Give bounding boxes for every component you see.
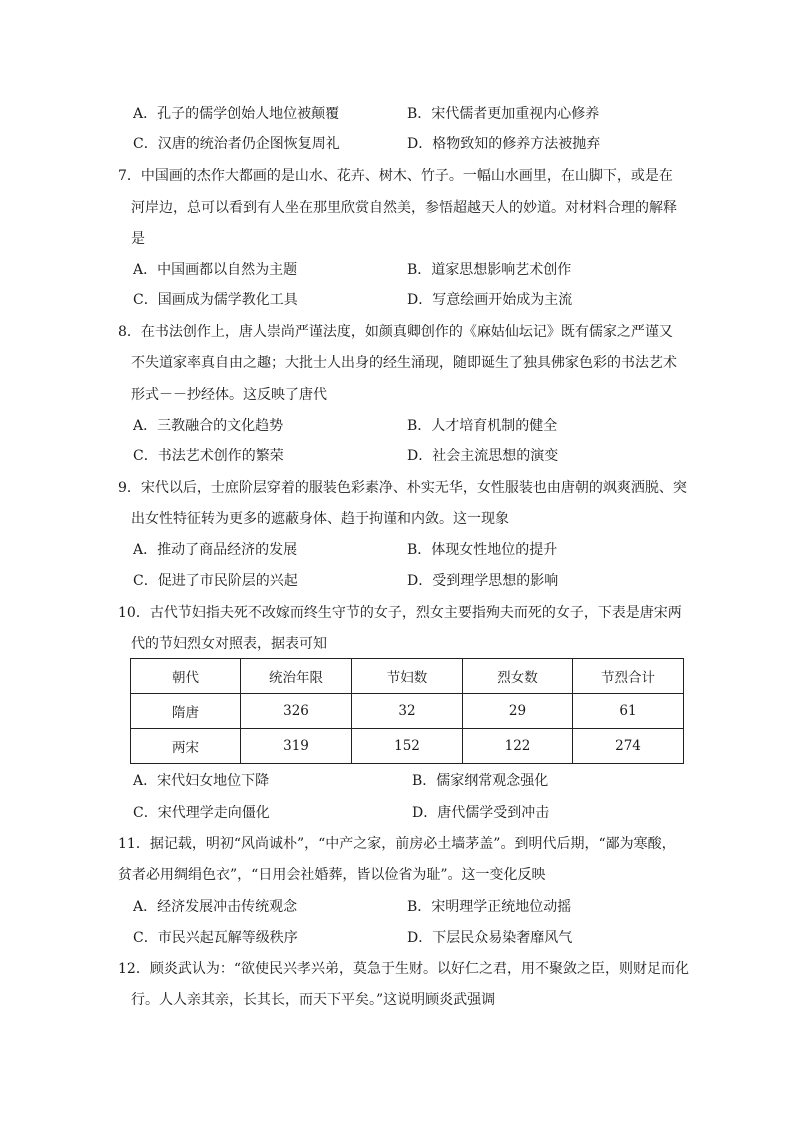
q8-option-d: D．社会主流思想的演变: [407, 448, 559, 464]
q8-option-c: C．书法艺术创作的繁荣: [133, 448, 284, 464]
q7-option-b: B．道家思想影响艺术创作: [407, 262, 572, 278]
q9-option-c: C．促进了市民阶层的兴起: [133, 573, 298, 589]
q8-option-b: B．人才培育机制的健全: [407, 418, 558, 434]
q10-option-a: A．宋代妇女地位下降: [133, 773, 270, 789]
table-cell: 152: [352, 729, 463, 764]
table-cell: 122: [463, 729, 573, 764]
q10-option-d: D．唐代儒学受到冲击: [412, 805, 550, 821]
q8-stem-line-1: 8．在书法创作上，唐人崇尚严谨法度，如颜真卿创作的《麻姑仙坛记》既有儒家之严谨又: [118, 324, 673, 340]
table-cell: 319: [241, 729, 352, 764]
q6-option-a: A．孔子的儒学创始人地位被颠覆: [133, 106, 340, 122]
table-header-cell: 朝代: [131, 659, 241, 694]
table-cell: 隋唐: [131, 694, 241, 729]
table-cell: 274: [573, 729, 684, 764]
q12-stem-line-1: 12．顾炎武认为：“欲使民兴孝兴弟，莫急于生财。以好仁之君，用不聚敛之臣，则财足而化: [118, 961, 689, 977]
q7-stem-line-3: 是: [131, 231, 145, 247]
q9-option-b: B．体现女性地位的提升: [407, 542, 558, 558]
q9-option-d: D．受到理学思想的影响: [407, 573, 559, 589]
dynasty-comparison-table: [130, 658, 684, 764]
table-header-cell: 烈女数: [463, 659, 573, 694]
table-header-cell: 节妇数: [352, 659, 463, 694]
table-header-cell: 统治年限: [241, 659, 352, 694]
q9-stem-line-2: 出女性特征转为更多的遮蔽身体、趋于拘谨和内敛。这一现象: [131, 511, 509, 527]
q8-stem-line-3: 形式－－抄经体。这反映了唐代: [131, 387, 327, 403]
q7-option-d: D．写意绘画开始成为主流: [407, 292, 573, 308]
q10-option-b: B．儒家纲常观念强化: [412, 773, 549, 789]
table-cell: 32: [352, 694, 463, 729]
table-row: [131, 694, 684, 729]
q6-option-d: D．格物致知的修养方法被抛弃: [407, 136, 601, 152]
q11-option-c: C．市民兴起瓦解等级秩序: [133, 930, 298, 946]
q8-option-a: A．三教融合的文化趋势: [133, 418, 284, 434]
q11-option-a: A．经济发展冲击传统观念: [133, 899, 298, 915]
q8-stem-line-2: 不失道家率真自由之趣；大批士人出身的经生涌现，随即诞生了独具佛家色彩的书法艺术: [131, 355, 677, 371]
q11-stem-line-1: 11．据记载，明初“风尚诚朴”，“中产之家，前房必土墙茅盖”。到明代后期，“鄙为寒酸，: [118, 836, 676, 852]
q11-stem-line-2: 贫者必用绸绢色衣”，“日用会社婚葬，皆以俭省为耻”。这一变化反映: [118, 867, 546, 883]
q10-option-c: C．宋代理学走向僵化: [133, 805, 270, 821]
q10-stem-line-1: 10．古代节妇指夫死不改嫁而终生守节的女子，烈女主要指殉夫而死的女子，下表是唐宋两: [118, 605, 682, 621]
q7-option-c: C．国画成为儒学教化工具: [133, 292, 298, 308]
q12-stem-line-2: 行。人人亲其亲，长其长，而天下平矣。”这说明顾炎武强调: [131, 992, 496, 1008]
q6-option-c: C．汉唐的统治者仍企图恢复周礼: [133, 136, 340, 152]
q11-option-d: D．下层民众易染奢靡风气: [407, 930, 573, 946]
table-cell: 61: [573, 694, 684, 729]
q10-stem-line-2: 代的节妇烈女对照表，据表可知: [131, 636, 327, 652]
q9-option-a: A．推动了商品经济的发展: [133, 542, 298, 558]
table-cell: 326: [241, 694, 352, 729]
table-header-row: [131, 659, 684, 694]
table-cell: 29: [463, 694, 573, 729]
table-cell: 两宋: [131, 729, 241, 764]
table-row: [131, 729, 684, 764]
table-header-cell: 节烈合计: [573, 659, 684, 694]
q9-stem-line-1: 9．宋代以后，士庶阶层穿着的服装色彩素净、朴实无华，女性服装也由唐朝的飒爽洒脱、突: [118, 480, 687, 496]
q7-option-a: A．中国画都以自然为主题: [133, 262, 298, 278]
q7-stem-line-1: 7．中国画的杰作大都画的是山水、花卉、树木、竹子。一幅山水画里，在山脚下，或是在: [118, 168, 673, 184]
q7-stem-line-2: 河岸边，总可以看到有人坐在那里欣赏自然美，参悟超越天人的妙道。对材料合理的解释: [131, 200, 677, 216]
q6-option-b: B．宋代儒者更加重视内心修养: [407, 106, 600, 122]
q11-option-b: B．宋明理学正统地位动摇: [407, 899, 572, 915]
